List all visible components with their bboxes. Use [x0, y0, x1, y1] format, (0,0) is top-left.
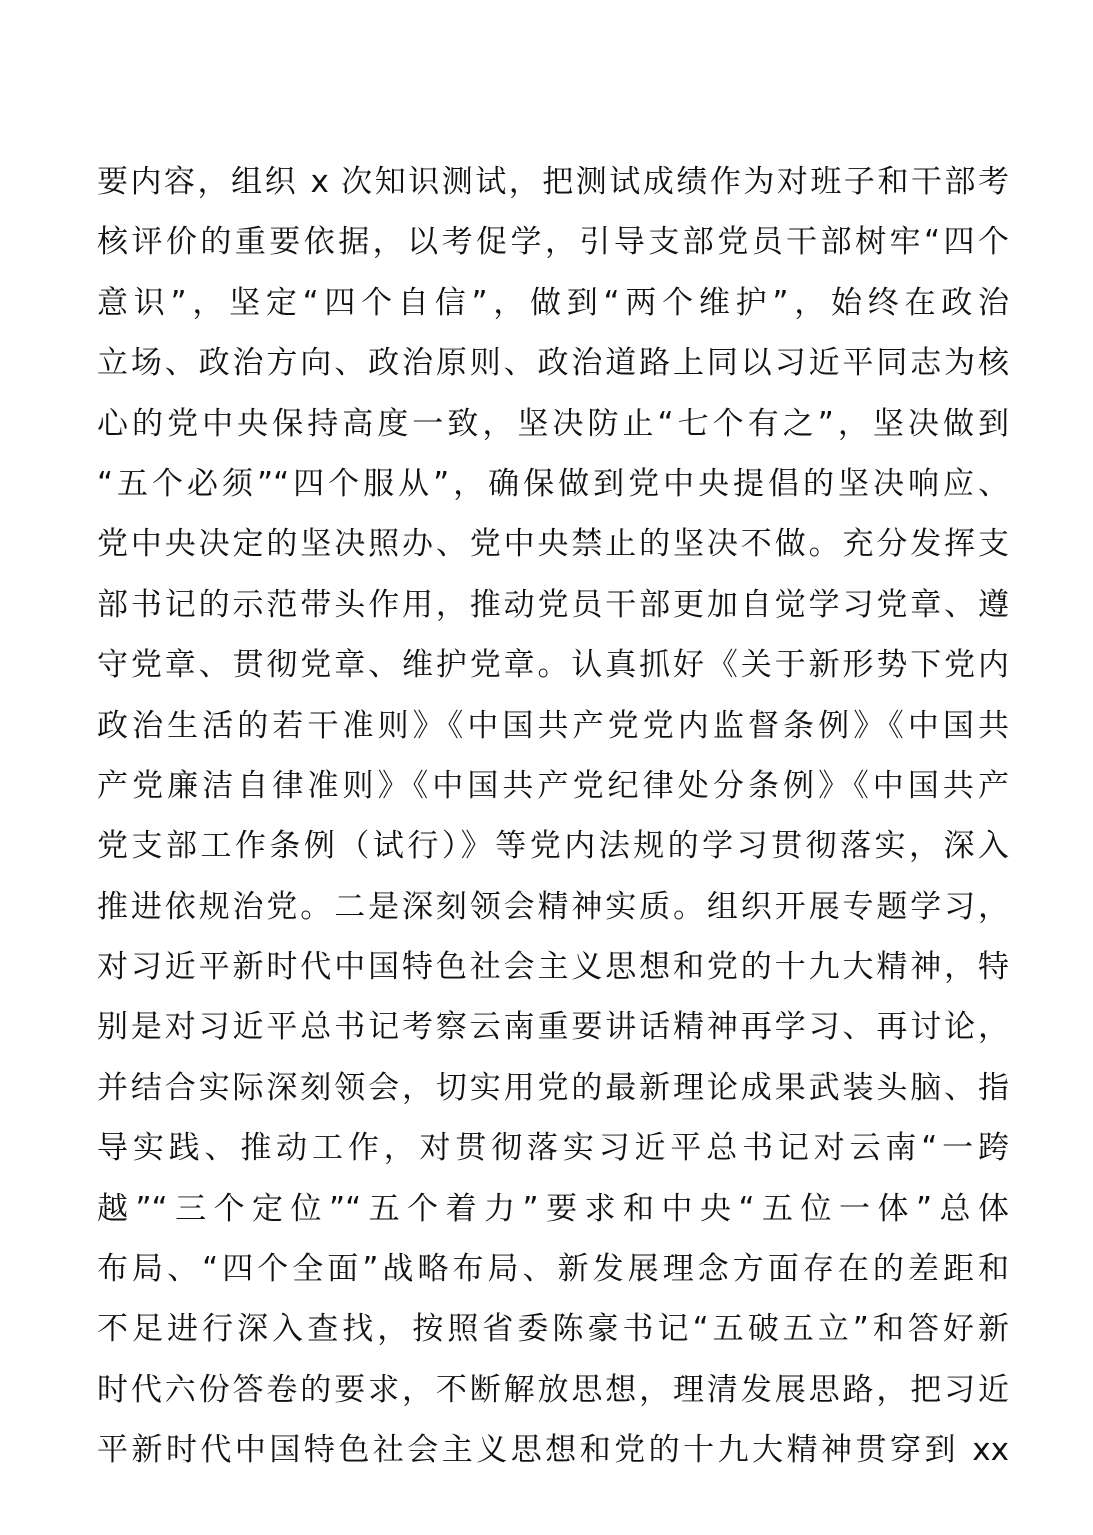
text-line-20: 不足进行深入查找，按照省委陈豪书记“五破五立”和答好新	[97, 1311, 1009, 1348]
text-line-16: 并结合实际深刻领会，切实用党的最新理论成果武装头脑、指	[97, 1069, 1009, 1106]
text-line-21: 时代六份答卷的要求，不断解放思想，理清发展思路，把习近	[97, 1371, 1009, 1408]
body-paragraph	[97, 152, 1009, 1481]
text-line-4: 立场、政治方向、政治原则、政治道路上同以习近平同志为核	[97, 345, 1009, 382]
text-line-9: 守党章、贯彻党章、维护党章。认真抓好《关于新形势下党内	[97, 647, 1009, 684]
text-line-14: 对习近平新时代中国特色社会主义思想和党的十九大精神，特	[97, 949, 1009, 986]
text-line-22: 平新时代中国特色社会主义思想和党的十九大精神贯穿到 xx	[97, 1432, 1009, 1469]
text-line-12: 党支部工作条例（试行）》等党内法规的学习贯彻落实，深入	[97, 828, 1009, 865]
text-line-1: 要内容，组织 x 次知识测试，把测试成绩作为对班子和干部考	[97, 164, 1009, 200]
text-line-10: 政治生活的若干准则》《中国共产党党内监督条例》《中国共	[97, 707, 1009, 744]
text-line-17: 导实践、推动工作，对贯彻落实习近平总书记对云南“一跨	[97, 1130, 1009, 1167]
text-line-13: 推进依规治党。二是深刻领会精神实质。组织开展专题学习，	[97, 888, 1009, 925]
text-line-2: 核评价的重要依据，以考促学，引导支部党员干部树牢“四个	[97, 224, 1009, 261]
text-line-7: 党中央决定的坚决照办、党中央禁止的坚决不做。充分发挥支	[97, 526, 1009, 563]
text-line-11: 产党廉洁自律准则》《中国共产党纪律处分条例》《中国共产	[97, 767, 1009, 804]
text-line-8: 部书记的示范带头作用，推动党员干部更加自觉学习党章、遵	[97, 586, 1009, 623]
text-line-6: “五个必须”“四个服从”，确保做到党中央提倡的坚决响应、	[97, 465, 1009, 502]
text-line-19: 布局、“四个全面”战略布局、新发展理念方面存在的差距和	[97, 1251, 1009, 1288]
text-line-3: 意识”，坚定“四个自信”，做到“两个维护”，始终在政治	[97, 284, 1009, 321]
text-line-5: 心的党中央保持高度一致，坚决防止“七个有之”，坚决做到	[97, 405, 1009, 442]
text-line-15: 别是对习近平总书记考察云南重要讲话精神再学习、再讨论，	[97, 1009, 1009, 1046]
text-line-18: 越”“三个定位”“五个着力”要求和中央“五位一体”总体	[97, 1190, 1009, 1227]
